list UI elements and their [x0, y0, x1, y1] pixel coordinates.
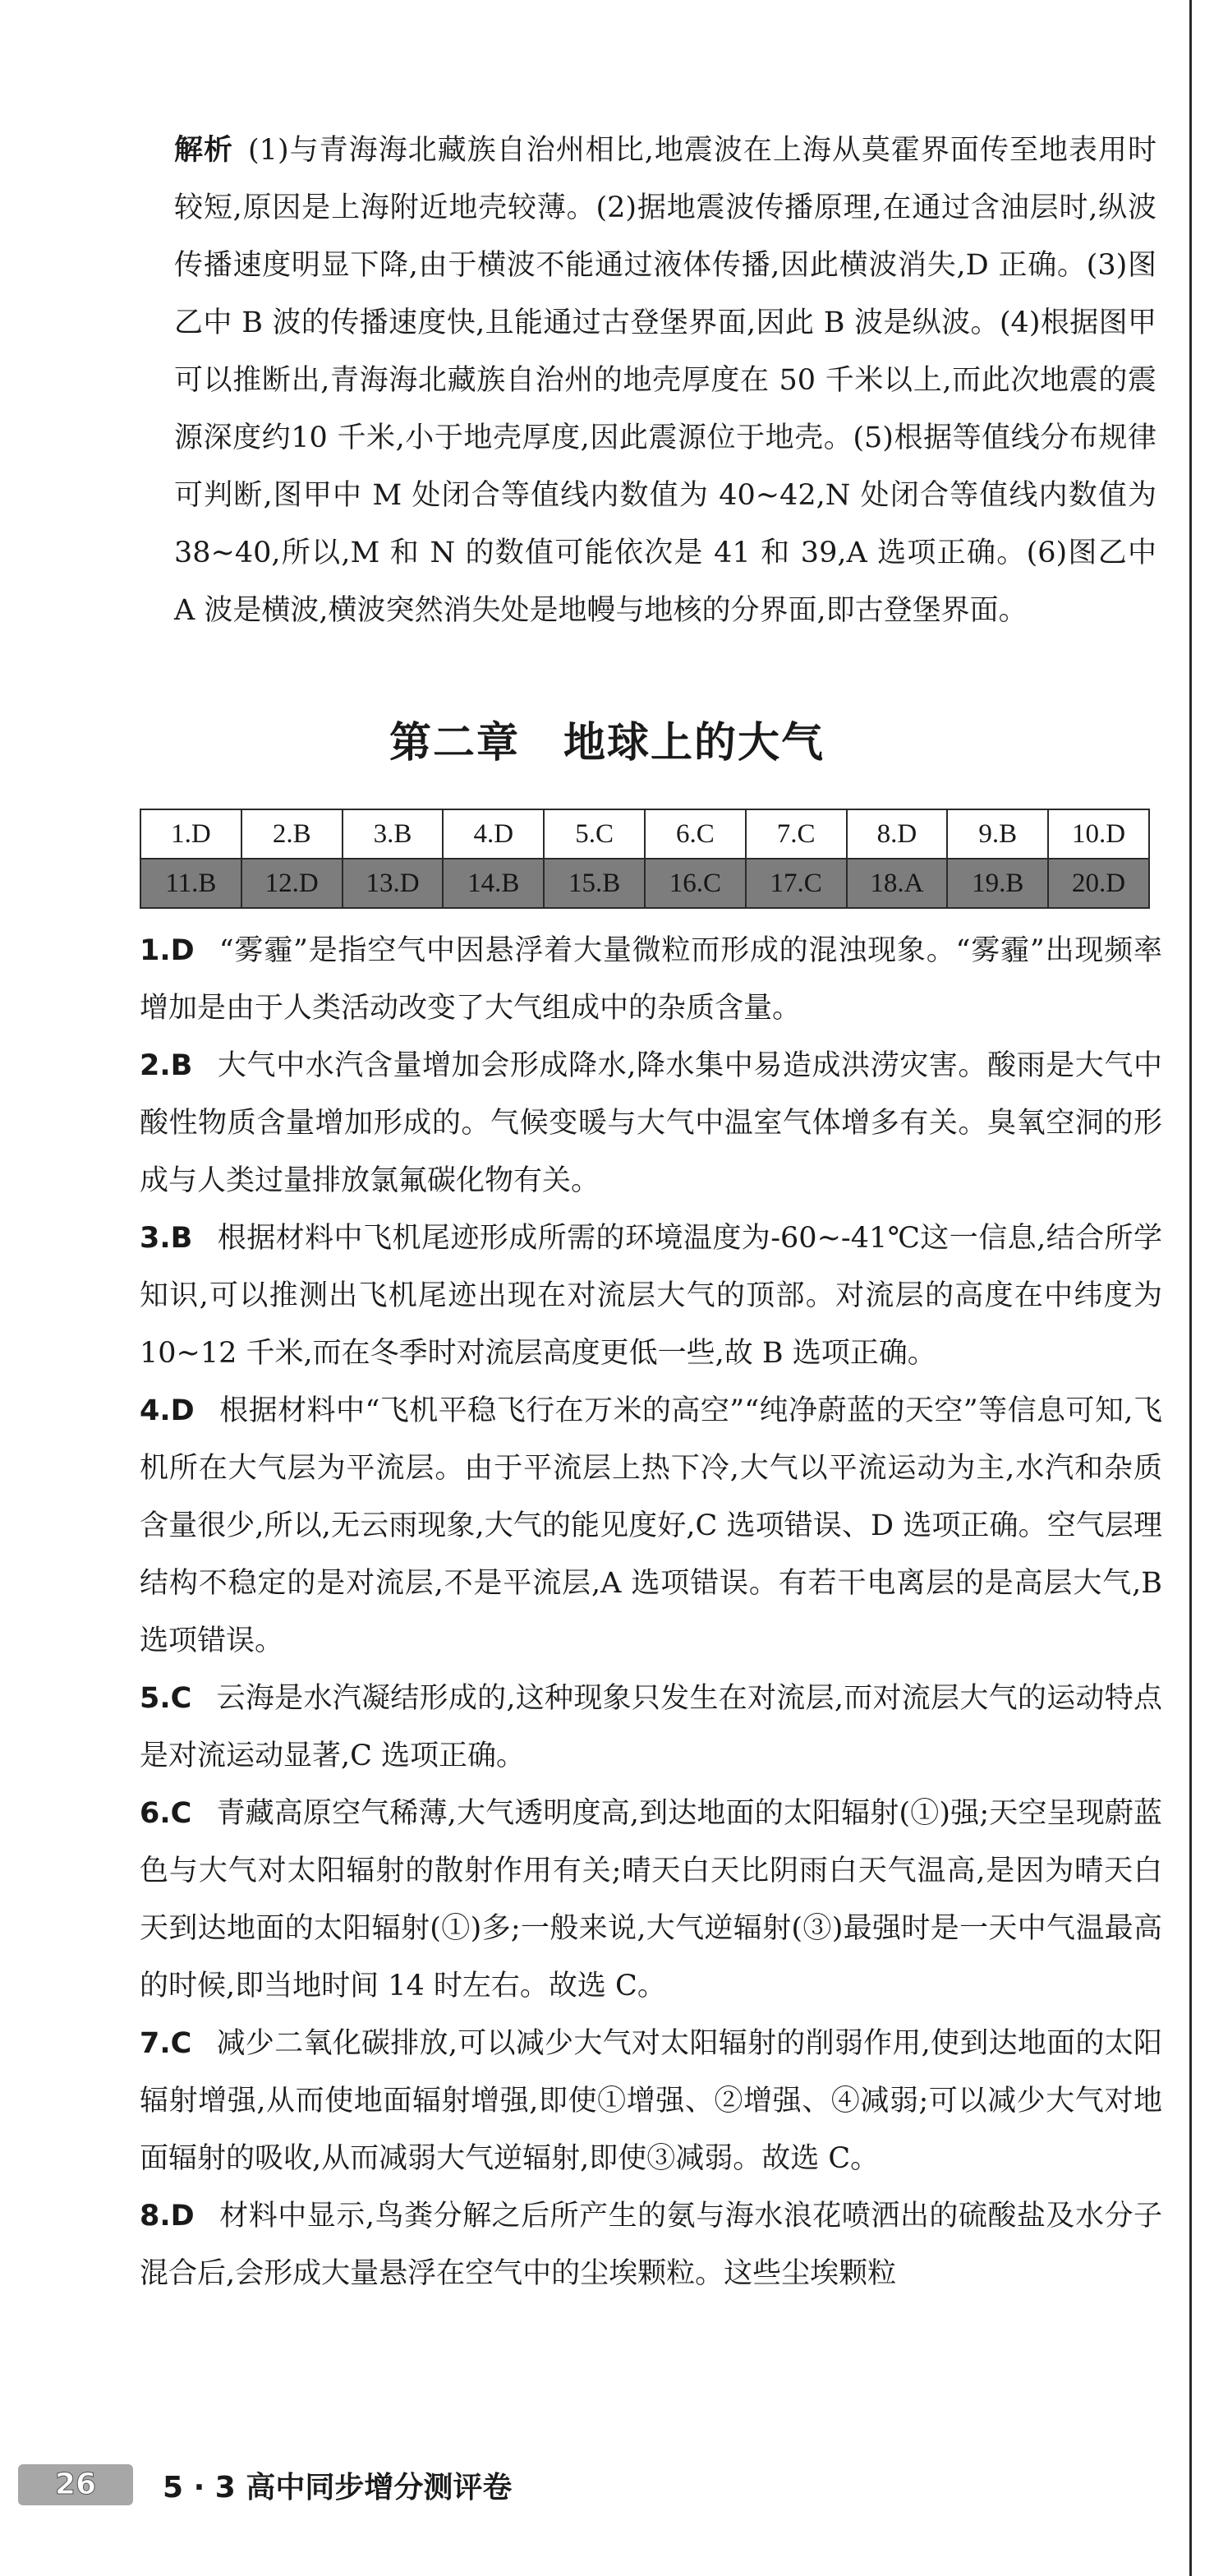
analysis-label: 解析 [174, 134, 234, 167]
answer-cell: 18.A [847, 859, 948, 908]
answer-cell: 14.B [443, 859, 544, 908]
explanation-item-4 [140, 1382, 1162, 1670]
item-text: 大气中水汽含量增加会形成降水,降水集中易造成洪涝灾害。酸雨是大气中酸性物质含量增加形成的。气候变暖与大气中温室气体增多有关。臭氧空洞的形成与人类过量排放氯氟碳化物有关。 [140, 1049, 1162, 1197]
item-number: 5.C [140, 1682, 192, 1715]
answer-cell: 7.C [746, 809, 847, 859]
item-text: 根据材料中“飞机平稳飞行在万米的高空”“纯净蔚蓝的天空”等信息可知,飞机所在大气层为平流层。由于平流层上热下冷,大气以平流运动为主,水汽和杂质含量很少,所以,无云雨现象,大气的能见度好,C 选项错误、D 选项正确。空气层理结构不稳定的是对流层,不是平流层,A 选项错误。有若干电离层的是高层大气,B 选项错误。 [140, 1394, 1162, 1657]
right-margin-rule [1189, 0, 1192, 2576]
explanation-item-1 [140, 922, 1162, 1037]
item-text: 青藏高原空气稀薄,大气透明度高,到达地面的太阳辐射(①)强;天空呈现蔚蓝色与大气对太阳辐射的散射作用有关;晴天白天比阴雨白天气温高,是因为晴天白天到达地面的太阳辐射(①)多;一般来说,大气逆辐射(③)最强时是一天中气温最高的时候,即当地时间 14 时左右。故选 C。 [140, 1797, 1162, 2002]
answer-cell: 10.D [1048, 809, 1149, 859]
answer-cell: 3.B [343, 809, 444, 859]
explanation-item-8 [140, 2187, 1162, 2302]
answer-cell: 8.D [847, 809, 948, 859]
answer-cell: 16.C [645, 859, 746, 908]
answer-cell: 15.B [544, 859, 645, 908]
item-number: 4.D [140, 1394, 195, 1427]
explanation-item-5 [140, 1670, 1162, 1785]
answer-cell: 5.C [544, 809, 645, 859]
item-number: 8.D [140, 2200, 195, 2233]
answer-cell: 20.D [1048, 859, 1149, 908]
answer-cell: 17.C [746, 859, 847, 908]
page-footer [18, 2460, 512, 2509]
explanation-item-6 [140, 1785, 1162, 2015]
book-title: 5 · 3 高中同步增分测评卷 [163, 2470, 513, 2505]
item-number: 3.B [140, 1222, 193, 1255]
item-text: 根据材料中飞机尾迹形成所需的环境温度为-60~-41℃这一信息,结合所学知识,可以推测出飞机尾迹出现在对流层大气的顶部。对流层的高度在中纬度为 10~12 千米,而在冬季时对流层高度更低一些,故 B 选项正确。 [140, 1222, 1162, 1370]
explanation-item-3 [140, 1210, 1162, 1382]
answer-cell: 4.D [443, 809, 544, 859]
answer-row-1 [140, 809, 1149, 859]
item-text: 减少二氧化碳排放,可以减少大气对太阳辐射的削弱作用,使到达地面的太阳辐射增强,从而使地面辐射增强,即使①增强、②增强、④减弱;可以减少大气对地面辐射的吸收,从而减弱大气逆辐射,即使③减弱。故选 C。 [140, 2027, 1162, 2175]
item-number: 1.D [140, 934, 195, 967]
analysis-text: (1)与青海海北藏族自治州相比,地震波在上海从莫霍界面传至地表用时较短,原因是上海附近地壳较薄。(2)据地震波传播原理,在通过含油层时,纵波传播速度明显下降,由于横波不能通过液体传播,因此横波消失,D 正确。(3)图乙中 B 波的传播速度快,且能通过古登堡界面,因此 B 波是纵波。(4)根据图甲可以推断出,青海海北藏族自治州的地壳厚度在 50 千米以上,而此次地震的震源深度约10 千米,小于地壳厚度,因此震源位于地壳。(5)根据等值线分布规律可判断,图甲中 M 处闭合等值线内数值为 40~42,N 处闭合等值线内数值为 38~40,所以,M 和 N 的数值可能依次是 41 和 39,A 选项正确。(6)图乙中 A 波是横波,横波突然消失处是地幔与地核的分界面,即古登堡界面。 [174, 134, 1157, 627]
explanation-item-2 [140, 1037, 1162, 1210]
answer-key-table [140, 809, 1150, 909]
item-text: 材料中显示,鸟粪分解之后所产生的氨与海水浪花喷洒出的硫酸盐及水分子混合后,会形成大量悬浮在空气中的尘埃颗粒。这些尘埃颗粒 [140, 2200, 1162, 2290]
answer-cell: 12.D [241, 859, 343, 908]
answer-explanations [140, 922, 1162, 2302]
item-number: 7.C [140, 2027, 192, 2060]
page-number: 26 [18, 2464, 133, 2505]
chapter-title: 第二章 地球上的大气 [389, 719, 825, 767]
item-number: 2.B [140, 1049, 193, 1082]
analysis-paragraph [174, 122, 1157, 639]
answer-cell: 13.D [343, 859, 444, 908]
answer-cell: 11.B [140, 859, 241, 908]
item-text: “雾霾”是指空气中因悬浮着大量微粒而形成的混浊现象。“雾霾”出现频率增加是由于人类活动改变了大气组成中的杂质含量。 [140, 934, 1162, 1025]
item-text: 云海是水汽凝结形成的,这种现象只发生在对流层,而对流层大气的运动特点是对流运动显著,C 选项正确。 [140, 1682, 1162, 1772]
item-number: 6.C [140, 1797, 192, 1830]
answer-cell: 2.B [241, 809, 343, 859]
answer-cell: 9.B [947, 809, 1048, 859]
answer-cell: 6.C [645, 809, 746, 859]
answer-cell: 19.B [947, 859, 1048, 908]
answer-cell: 1.D [140, 809, 241, 859]
answer-row-2 [140, 859, 1149, 908]
explanation-item-7 [140, 2015, 1162, 2187]
